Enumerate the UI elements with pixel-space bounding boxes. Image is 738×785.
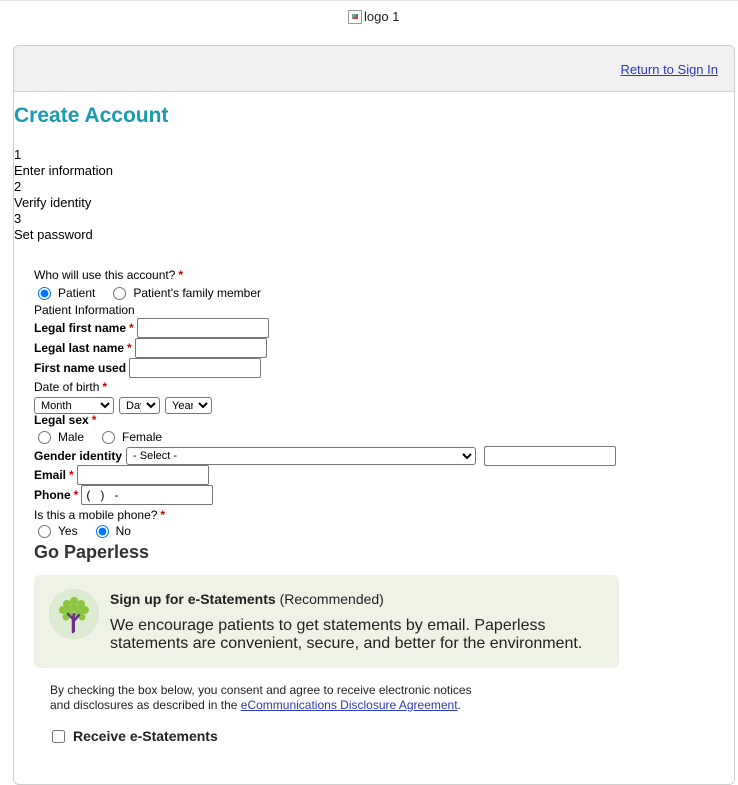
receive-estatements-option[interactable] [50, 728, 218, 744]
page-title: Create Account [14, 104, 169, 127]
mobile-option-label: Yes [58, 524, 78, 538]
top-divider [0, 0, 738, 1]
phone-label: Phone [34, 488, 71, 502]
estatement-title-bold: Sign up for e-Statements [110, 591, 276, 607]
consent-line-text: and disclosures as described in the [50, 698, 241, 712]
email-label: Email [34, 468, 67, 482]
required-mark: * [69, 468, 74, 482]
mobile-yes-radio[interactable] [38, 525, 51, 538]
mobile-option-label: No [115, 524, 131, 538]
mobile-label: Is this a mobile phone? [34, 508, 158, 522]
first-name-used-label: First name used [34, 361, 127, 375]
required-mark: * [178, 268, 184, 282]
estatement-box-text: We encourage patients to get statements by email. Paperless statements are convenient, secure, and better for the environment. [110, 617, 583, 652]
last-name-input[interactable] [135, 338, 267, 358]
logo [348, 9, 399, 24]
receive-estatements-checkbox[interactable] [52, 730, 65, 743]
mobile-no-radio[interactable] [96, 525, 109, 538]
steps-list [14, 147, 113, 243]
step-number: 1 [14, 147, 22, 162]
step-number: 3 [14, 211, 22, 226]
who-patient-radio[interactable] [38, 287, 51, 300]
phone-input[interactable] [81, 485, 213, 505]
gender-identity-select[interactable] [126, 447, 476, 465]
gender-identity-other-input[interactable] [484, 446, 616, 466]
required-mark: * [129, 321, 134, 335]
who-option-family[interactable] [109, 286, 261, 300]
estatement-title-rest: (Recommended) [275, 591, 384, 607]
estatement-box-title [110, 591, 384, 607]
paperless-title: Go Paperless [34, 542, 150, 562]
sex-option-male[interactable] [34, 430, 84, 444]
gender-identity-label: Gender identity [34, 449, 123, 463]
return-to-sign-in-link[interactable]: Return to Sign In [620, 62, 718, 77]
email-input[interactable] [77, 465, 209, 485]
dob-year-select[interactable] [165, 397, 212, 414]
broken-image-icon [348, 10, 362, 24]
consent-line: By checking the box below, you consent and agree to receive electronic notices [50, 683, 472, 697]
step-label: Set password [14, 227, 93, 242]
consent-line [50, 698, 472, 713]
sex-label: Legal sex [34, 413, 89, 427]
estatement-promo-box [34, 575, 619, 668]
disclosure-agreement-link[interactable]: eCommunications Disclosure Agreement [240, 698, 458, 712]
who-family-radio[interactable] [113, 287, 126, 300]
first-name-label: Legal first name [34, 321, 127, 335]
step-number: 2 [14, 179, 22, 194]
step-label: Verify identity [14, 195, 92, 210]
sex-male-radio[interactable] [38, 431, 51, 444]
first-name-used-input[interactable] [129, 358, 261, 378]
who-label: Who will use this account? [34, 268, 176, 282]
mobile-option-no[interactable] [92, 524, 131, 538]
dob-label: Date of birth [34, 380, 100, 394]
first-name-input[interactable] [137, 318, 269, 338]
section-label: Patient Information [34, 303, 135, 317]
dob-month-select[interactable] [34, 397, 114, 414]
logo-alt-text: logo 1 [364, 9, 400, 24]
receive-estatements-label: Receive e-Statements [73, 728, 218, 744]
consent-text [50, 683, 472, 713]
who-option-label: Patient [58, 286, 96, 300]
step-label: Enter information [14, 163, 113, 178]
mobile-option-yes[interactable] [34, 524, 78, 538]
consent-end: . [457, 698, 461, 712]
required-mark: * [73, 488, 79, 502]
sex-option-label: Male [58, 430, 85, 444]
required-mark: * [91, 413, 97, 427]
tree-icon [49, 589, 99, 639]
last-name-label: Legal last name [34, 341, 125, 355]
who-option-label: Patient's family member [133, 286, 262, 300]
required-mark: * [160, 508, 166, 522]
sex-female-radio[interactable] [102, 431, 115, 444]
sex-option-female[interactable] [98, 430, 162, 444]
dob-day-select[interactable] [119, 397, 160, 414]
required-mark: * [127, 341, 132, 355]
who-option-patient[interactable] [34, 286, 95, 300]
card-header [14, 46, 734, 92]
required-mark: * [102, 380, 108, 394]
create-account-card [13, 45, 735, 785]
sex-option-label: Female [122, 430, 163, 444]
